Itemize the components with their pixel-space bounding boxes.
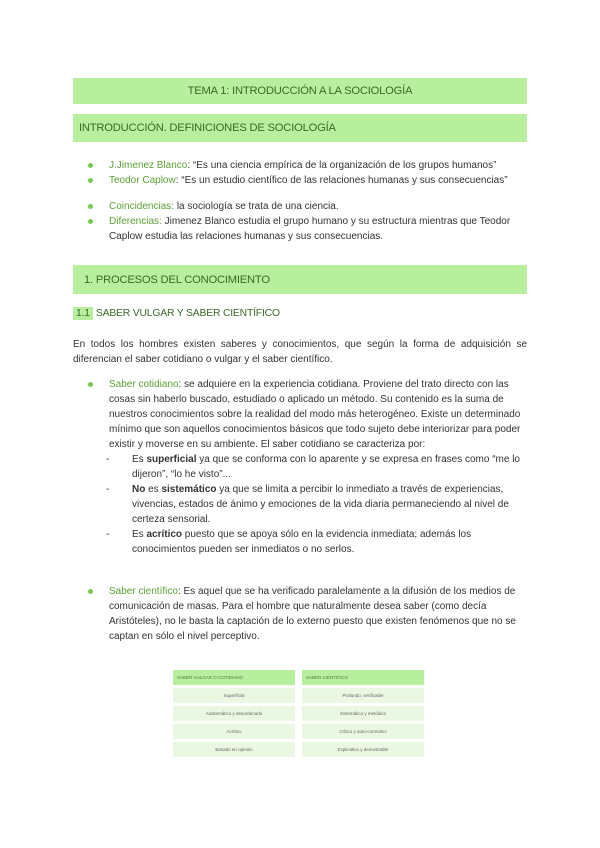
subsection-number: 1.1 xyxy=(73,307,93,320)
bullet-icon xyxy=(88,204,93,209)
saber-cientifico-item xyxy=(88,584,527,644)
bullet-icon xyxy=(88,163,93,168)
trait-item xyxy=(106,527,524,557)
dash-marker: - xyxy=(106,454,110,465)
trait-mid: es xyxy=(145,484,162,495)
table-header-cell: SABER VULGAR O COTIDIANO xyxy=(173,670,295,685)
definition-item xyxy=(88,173,508,188)
comparison-label: Coincidencias: xyxy=(109,201,175,212)
subsection-title: SABER VULGAR Y SABER CIENTÍFICO xyxy=(95,308,280,319)
table-row xyxy=(173,706,424,721)
saber-cientifico-text: : Es aquel que se ha verificado paralelamente a la difusión de los medios de comunicación de masas. Para el hombre que naturalmente desea saber (como decía Aristóteles), no le basta la captación de lo externo puesto que existen fenómenos que no se captan en sólo el nivel perceptivo. xyxy=(109,586,516,642)
trait-bold: No xyxy=(132,484,146,495)
trait-bold: sistemático xyxy=(161,484,217,495)
comparison-item xyxy=(88,199,528,214)
saber-cotidiano-label: Saber cotidiano xyxy=(109,379,179,390)
dash-marker: - xyxy=(106,529,110,540)
intro-heading: INTRODUCCIÓN. DEFINICIONES DE SOCIOLOGÍA xyxy=(79,122,336,134)
table-cell: Asistemático y desordenado xyxy=(173,706,295,721)
table-row xyxy=(173,742,424,757)
definition-item xyxy=(88,158,508,173)
trait-post: ya que se limita a percibir lo inmediato a través de experiencias, vivencias, estados de ánimo y emociones de la vida diaria permaneciendo al nivel de certeza sensorial. xyxy=(132,484,509,525)
trait-post: puesto que se apoya sólo en la evidencia inmediata; además los conocimientos pueden ser inmediatos o no serlos. xyxy=(132,529,472,555)
tema-title-band xyxy=(73,78,527,104)
comparison-label: Diferencias: xyxy=(109,216,162,227)
table-row xyxy=(173,688,424,703)
trait-bold: superficial xyxy=(146,454,197,465)
definition-text: : “Es un estudio científico de las relaciones humanas y sus consecuencias” xyxy=(175,175,508,186)
table-cell: Sistemático y metódico xyxy=(302,706,424,721)
table-cell: Superficial xyxy=(173,688,295,703)
bullet-icon xyxy=(88,178,93,183)
comparison-text: Jimenez Blanco estudia el grupo humano y su estructura mientras que Teodor Caplow estudia las relaciones humanas y sus consecuencias. xyxy=(109,216,511,242)
table-cell: Explicativo y demostrable xyxy=(302,742,424,757)
intro-heading-band xyxy=(73,114,527,142)
table-row xyxy=(173,724,424,739)
saber-cientifico-label: Saber científico xyxy=(109,586,178,597)
comparison-table xyxy=(173,670,424,760)
table-cell: Crítico y auto-correctivo xyxy=(302,724,424,739)
trait-pre: Es xyxy=(132,454,147,465)
bullet-icon xyxy=(88,382,93,387)
table-cell: Basado en opinión xyxy=(173,742,295,757)
subsection-heading xyxy=(73,307,280,320)
intro-paragraph: En todos los hombres existen saberes y conocimientos, que según la forma de adquisición se diferencian el saber cotidiano o vulgar y el saber científico. xyxy=(73,339,527,365)
section1-heading-band xyxy=(73,265,527,294)
trait-item xyxy=(106,452,524,482)
dash-marker: - xyxy=(106,484,110,495)
definition-text: : “Es una ciencia empírica de la organización de los grupos humanos” xyxy=(187,160,497,171)
comparisons-list xyxy=(88,199,528,244)
definition-author: J.Jimenez Blanco xyxy=(109,160,188,171)
comparison-text: la sociología se trata de una ciencia. xyxy=(174,201,339,212)
definition-author: Teodor Caplow xyxy=(109,175,176,186)
trait-item xyxy=(106,482,524,527)
saber-cotidiano-item xyxy=(88,377,527,452)
saber-cotidiano-text: : se adquiere en la experiencia cotidiana. Proviene del trato directo con las cosas sin haberlo buscado, estudiado o aplicado un método. Su contenido es la suma de nuestros conocimientos sobre la realidad del modo más heterogéneo. Existe un determinado mínimo que son aquellos conocimientos básicos que todo sujeto debe interiorizar para poder existir y moverse en su ambiente. El saber cotidiano se caracteriza por: xyxy=(109,379,521,450)
table-cell: Acrítico xyxy=(173,724,295,739)
tema-title: TEMA 1: INTRODUCCIÓN A LA SOCIOLOGÍA xyxy=(187,85,413,97)
definitions-list xyxy=(88,158,508,188)
trait-bold: acrítico xyxy=(146,529,183,540)
table-header-cell: SABER CIENTÍFICO xyxy=(302,670,424,685)
table-cell: Profundo, verificable xyxy=(302,688,424,703)
trait-pre: Es xyxy=(132,529,147,540)
trait-post: ya que se conforma con lo aparente y se expresa en frases como “me lo dijeron”, “lo he visto”... xyxy=(132,454,520,480)
section1-heading: 1. PROCESOS DEL CONOCIMIENTO xyxy=(84,273,270,286)
table-header-row xyxy=(173,670,424,685)
bullet-icon xyxy=(88,589,93,594)
saber-cientifico-block xyxy=(88,584,527,644)
bullet-icon xyxy=(88,219,93,224)
comparison-item xyxy=(88,214,528,244)
saber-cotidiano-block xyxy=(88,377,527,557)
